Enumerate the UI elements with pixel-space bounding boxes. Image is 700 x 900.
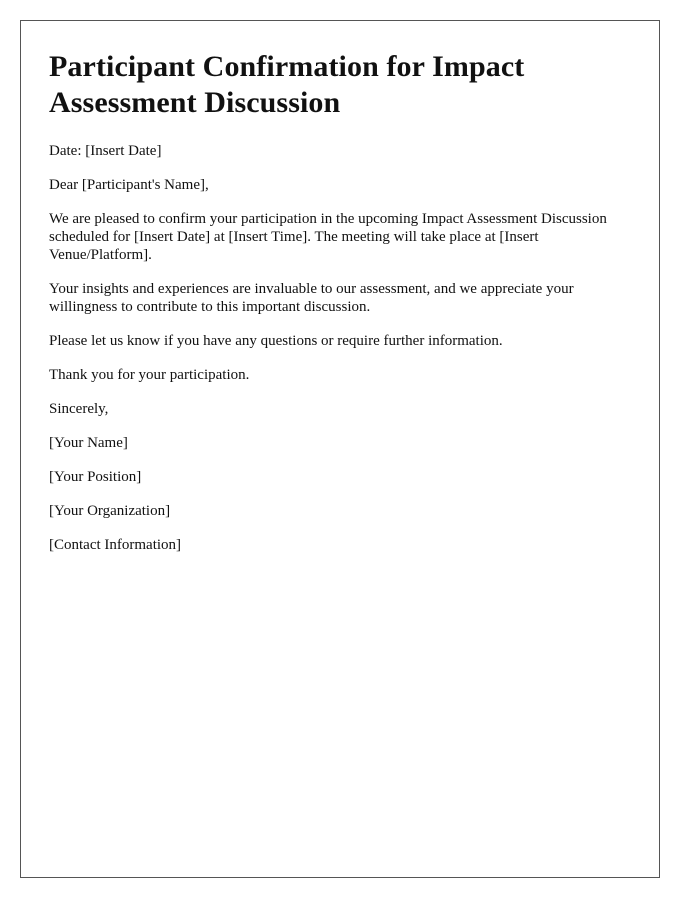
letter-title: Participant Confirmation for Impact Assessment Discussion xyxy=(49,50,525,119)
signature-organization: [Your Organization] xyxy=(49,503,171,519)
signature-position: [Your Position] xyxy=(49,469,142,485)
closing: Sincerely, xyxy=(49,401,109,417)
body-paragraph-questions: Please let us know if you have any questions or require further information. xyxy=(49,333,503,349)
body-paragraph-thanks: Thank you for your participation. xyxy=(49,367,250,383)
signature-name: [Your Name] xyxy=(49,435,128,451)
letter-content xyxy=(21,21,659,554)
signature-contact: [Contact Information] xyxy=(49,537,182,553)
body-paragraph-confirmation: We are pleased to confirm your participation in the upcoming Impact Assessment Discussion scheduled for [Insert Date] at [Insert Time]. The meeting will take place at [Insert Venue/Platform]. xyxy=(49,211,607,263)
letter-document xyxy=(20,20,660,878)
salutation: Dear [Participant's Name], xyxy=(49,177,209,193)
body-paragraph-appreciation: Your insights and experiences are invaluable to our assessment, and we appreciate your willingness to contribute to this important discussion. xyxy=(49,281,574,315)
date-line: Date: [Insert Date] xyxy=(49,143,162,159)
